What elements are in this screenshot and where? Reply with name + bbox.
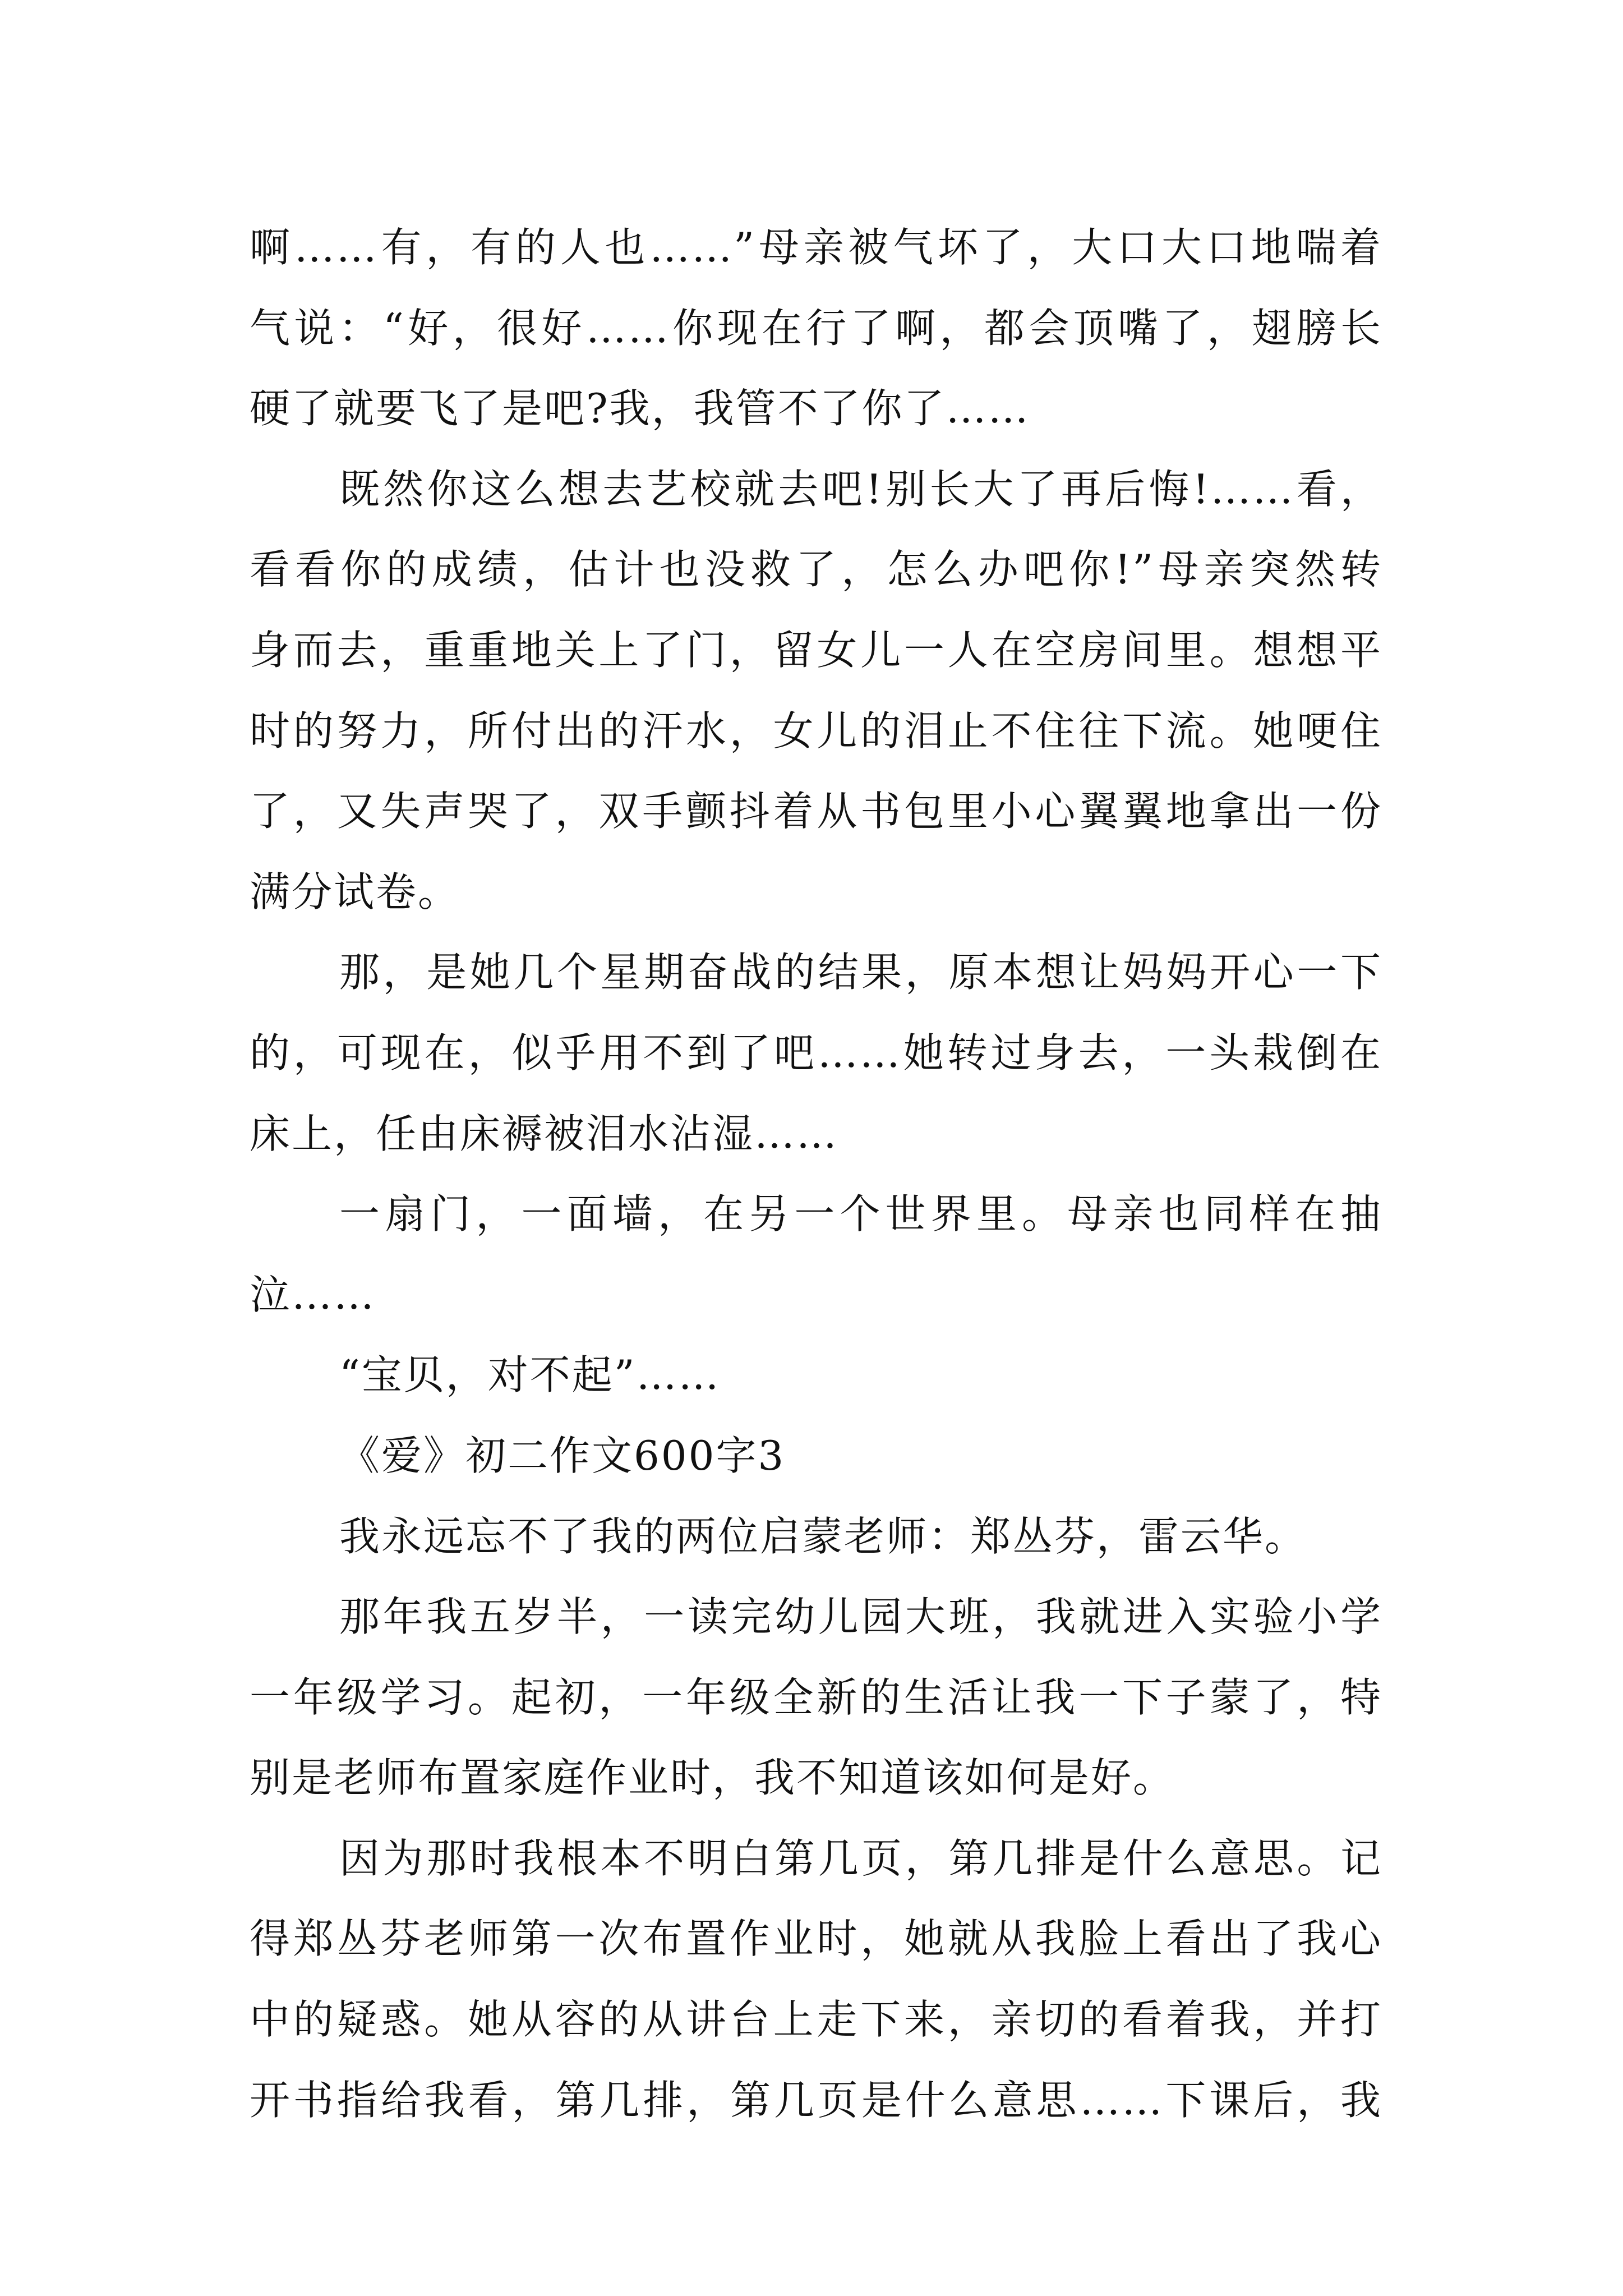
text-line: 那年我五岁半，一读完幼儿园大班，我就进入实验小学: [339, 1593, 1382, 1641]
text-line: 硬了就要飞了是吧?我，我管不了你了……: [250, 385, 1030, 432]
text-line: 身而去，重重地关上了门，留女儿一人在空房间里。想想平: [250, 626, 1382, 674]
text-line: 一扇门，一面墙，在另一个世界里。母亲也同样在抽: [339, 1190, 1382, 1238]
text-line: 泣……: [250, 1271, 376, 1318]
text-line: 开书指给我看，第几排，第几页是什么意思……下课后，我: [250, 2076, 1382, 2124]
text-line: “宝贝，对不起”……: [339, 1351, 721, 1399]
text-line: 我永远忘不了我的两位启蒙老师：郑丛芬，雷云华。: [339, 1512, 1307, 1560]
text-line: 气说：“好，很好……你现在行了啊，都会顶嘴了，翅膀长: [250, 304, 1382, 352]
text-line: 了，又失声哭了，双手颤抖着从书包里小心翼翼地拿出一份: [250, 788, 1382, 835]
text-line: 因为那时我根本不明白第几页，第几排是什么意思。记: [339, 1834, 1382, 1882]
text-line: 的，可现在，似乎用不到了吧……她转过身去，一头栽倒在: [250, 1029, 1382, 1076]
article-body: [250, 208, 1382, 2141]
text-line: 时的努力，所付出的汗水，女儿的泪止不住往下流。她哽住: [250, 707, 1382, 754]
text-line: 床上，任由床褥被泪水沾湿……: [250, 1110, 839, 1157]
text-line: 那，是她几个星期奋战的结果，原本想让妈妈开心一下: [339, 949, 1382, 996]
text-line: 得郑丛芬老师第一次布置作业时，她就从我脸上看出了我心: [250, 1915, 1382, 1963]
text-line: 中的疑惑。她从容的从讲台上走下来，亲切的看着我，并打: [250, 1996, 1382, 2044]
text-line: 既然你这么想去艺校就去吧!别长大了再后悔!……看，: [339, 465, 1382, 513]
text-line: 别是老师布置家庭作业时，我不知道该如何是好。: [250, 1754, 1175, 1802]
text-line: 一年级学习。起初，一年级全新的生活让我一下子蒙了，特: [250, 1673, 1382, 1721]
text-line: 满分试卷。: [250, 868, 460, 915]
text-line: 啊……有，有的人也……”母亲被气坏了，大口大口地喘着: [250, 224, 1382, 271]
section-heading: 《爱》初二作文600字3: [339, 1432, 786, 1479]
text-line: 看看你的成绩，估计也没救了，怎么办吧你!”母亲突然转: [250, 546, 1382, 593]
